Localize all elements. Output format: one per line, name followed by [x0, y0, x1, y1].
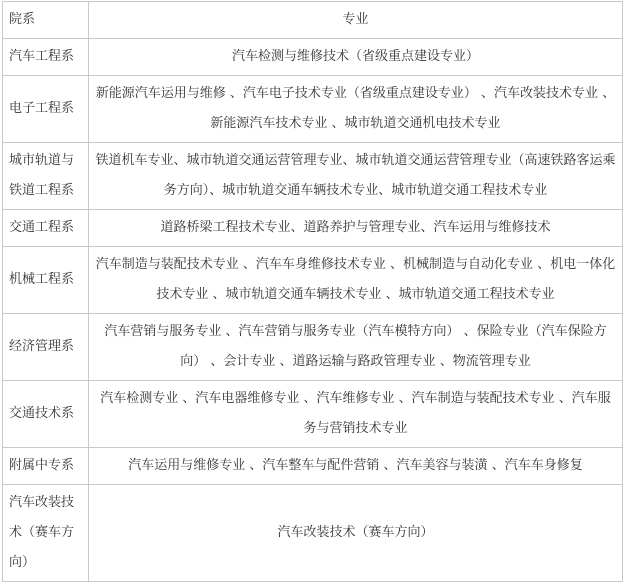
department-cell: 电子工程系 — [3, 76, 89, 143]
department-cell: 附属中专系 — [3, 448, 89, 485]
majors-cell: 新能源汽车运用与维修 、汽车电子技术专业（省级重点建设专业） 、汽车改装技术专业 、新能源汽车技术专业 、城市轨道交通机电技术专业 — [89, 76, 623, 143]
table-row — [3, 314, 623, 381]
department-cell: 交通技术系 — [3, 381, 89, 448]
table-row — [3, 210, 623, 247]
department-column-header: 院系 — [3, 2, 89, 39]
majors-cell: 汽车改装技术（赛车方向） — [89, 485, 623, 582]
table-row — [3, 485, 623, 582]
department-cell: 汽车工程系 — [3, 39, 89, 76]
majors-cell: 汽车营销与服务专业 、汽车营销与服务专业（汽车模特方向） 、保险专业（汽车保险方向） 、会计专业 、道路运输与路政管理专业 、物流管理专业 — [89, 314, 623, 381]
department-cell: 汽车改装技术（赛车方向） — [3, 485, 89, 582]
table-row — [3, 381, 623, 448]
table-header-row — [3, 2, 623, 39]
majors-cell: 汽车制造与装配技术专业 、汽车车身维修技术专业 、机械制造与自动化专业 、机电一体化技术专业 、城市轨道交通车辆技术专业 、城市轨道交通工程技术专业 — [89, 247, 623, 314]
departments-majors-table — [2, 1, 623, 582]
department-cell: 机械工程系 — [3, 247, 89, 314]
majors-cell: 道路桥梁工程技术专业、道路养护与管理专业、汽车运用与维修技术 — [89, 210, 623, 247]
major-column-header: 专业 — [89, 2, 623, 39]
table-row — [3, 143, 623, 210]
department-cell: 交通工程系 — [3, 210, 89, 247]
majors-cell: 汽车检测专业 、汽车电器维修专业 、汽车维修专业 、汽车制造与装配技术专业 、汽车服务与营销技术专业 — [89, 381, 623, 448]
table-row — [3, 247, 623, 314]
majors-cell: 铁道机车专业、城市轨道交通运营管理专业、城市轨道交通运营管理专业（高速铁路客运乘务方向）、城市轨道交通车辆技术专业、城市轨道交通工程技术专业 — [89, 143, 623, 210]
department-cell: 城市轨道与铁道工程系 — [3, 143, 89, 210]
majors-cell: 汽车运用与维修专业 、汽车整车与配件营销 、汽车美容与装潢 、汽车车身修复 — [89, 448, 623, 485]
majors-cell: 汽车检测与维修技术（省级重点建设专业） — [89, 39, 623, 76]
table-row — [3, 448, 623, 485]
table-row — [3, 39, 623, 76]
table-row — [3, 76, 623, 143]
department-cell: 经济管理系 — [3, 314, 89, 381]
